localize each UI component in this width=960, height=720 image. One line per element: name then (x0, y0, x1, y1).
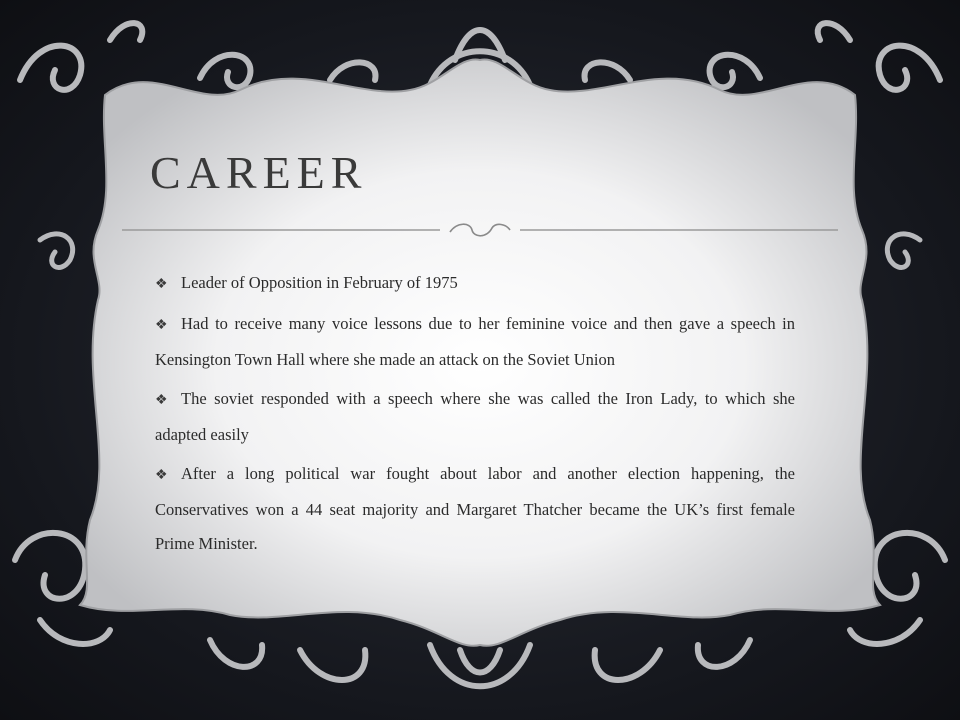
bullet-item (155, 382, 795, 452)
diamond-bullet-icon: ❖ (155, 318, 168, 333)
slide-title: CAREER (150, 147, 368, 198)
bullet-text: The soviet responded with a speech where she was called the Iron Lady, to which she adapted easily (155, 389, 795, 444)
title-divider (122, 220, 838, 240)
bullet-item (155, 266, 795, 302)
bullet-list (155, 266, 795, 566)
diamond-bullet-icon: ❖ (155, 393, 168, 408)
bullet-text: Leader of Opposition in February of 1975 (181, 273, 458, 292)
bullet-item (155, 307, 795, 377)
bullet-item (155, 457, 795, 561)
flourish-icon (450, 224, 510, 236)
bullet-text: Had to receive many voice lessons due to her feminine voice and then gave a speech in Kensington Town Hall where she made an attack on the Soviet Union (155, 314, 795, 369)
bullet-text: After a long political war fought about labor and another election happening, the Conservatives won a 44 seat majority and Margaret Thatcher became the UK’s first female Prime Minister. (155, 464, 795, 553)
diamond-bullet-icon: ❖ (155, 277, 168, 292)
diamond-bullet-icon: ❖ (155, 468, 168, 483)
